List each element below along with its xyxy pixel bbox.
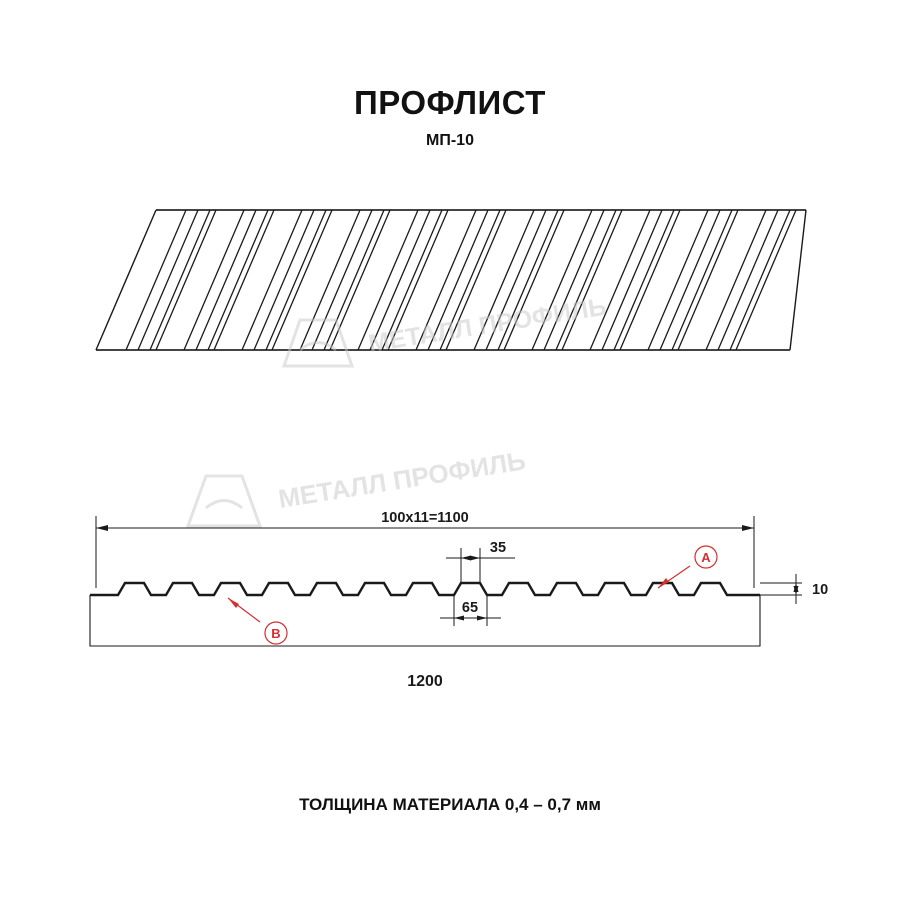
dim-sheet-width-label: 1200 bbox=[407, 673, 443, 690]
dim-cover-label: 100x11=1100 bbox=[381, 510, 469, 526]
callout-b-label: B bbox=[271, 626, 281, 641]
section-view bbox=[60, 470, 860, 710]
dim-height-label: 10 bbox=[812, 582, 829, 598]
svg-text:МЕТАЛЛ ПРОФИЛЬ: МЕТАЛЛ ПРОФИЛЬ bbox=[366, 292, 609, 358]
dim-rib-base-label: 65 bbox=[461, 600, 479, 616]
callout-a-label: A bbox=[701, 550, 711, 565]
isometric-view bbox=[60, 180, 850, 380]
dim-rib-top-label: 35 bbox=[489, 540, 507, 556]
svg-text:МЕТАЛЛ ПРОФИЛЬ: МЕТАЛЛ ПРОФИЛЬ bbox=[276, 445, 528, 514]
model-label: МП-10 bbox=[426, 132, 474, 149]
page-title: ПРОФЛИСТ bbox=[354, 84, 546, 121]
material-thickness-note: ТОЛЩИНА МАТЕРИАЛА 0,4 – 0,7 мм bbox=[299, 795, 601, 814]
